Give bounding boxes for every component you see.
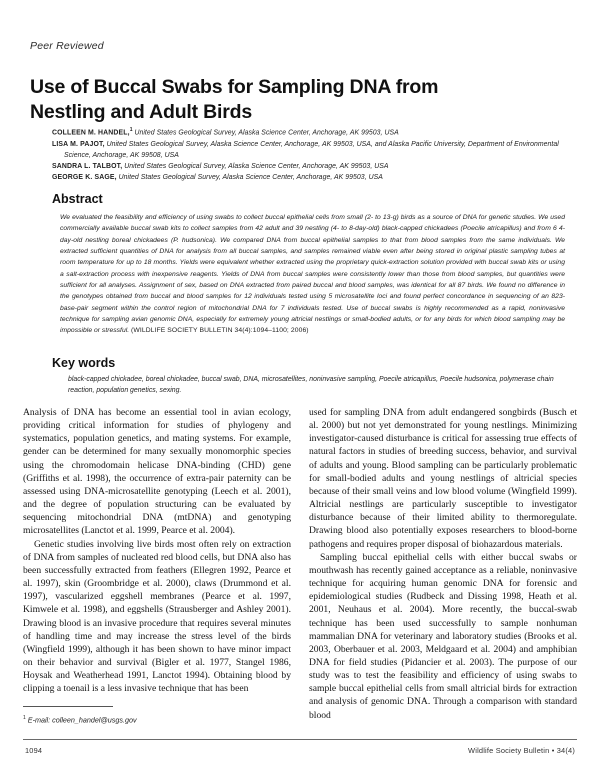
footnote-marker: 1 — [23, 715, 26, 721]
author-name: LISA M. PAJOT, — [52, 140, 105, 148]
body-column-left — [23, 406, 291, 695]
author-name: SANDRA L. TALBOT, — [52, 162, 123, 170]
footnote-text: E-mail: colleen_handel@usgs.gov — [27, 715, 137, 725]
page-title: Use of Buccal Swabs for Sampling DNA from Nestling and Adult Birds — [30, 76, 439, 124]
author-affiliation: United States Geological Survey, Alaska Science Center, Anchorage, AK 99503, USA — [134, 129, 399, 137]
paragraph: Analysis of DNA has become an essential tool in avian ecology, providing critical information for studies of phylogeny and systematics, population genetics, and mating systems. For example, gender can be determined for many sexually monomorphic species using the chromodomain helicase DNA-binding (CHD) gene (Griffiths et al. 1998), the occurrence of extra-pair paternity can be assessed using DNA-microsatellite genotyping (Leech et al. 2001), and the degree of population structuring can be evaluated by sequencing mitochondrial DNA (mtDNA) and genotyping microsatellites (Lanctot et al. 1999, Pearce et al. 2004). — [23, 407, 291, 537]
abstract-text: We evaluated the feasibility and efficiency of using swabs to collect buccal epithelial cells from small (2- to 13-g) birds as a source of DNA for genetic studies. We used commercially available buccal swab kits to collect samples from 42 adult and 39 nestling (4- to 8-day-old) black-capped chickadees (Poecile atricapillus) and from 6 4-day-old nestling boreal chickadees (P. hudsonica). We compared DNA from buccal epithelial samples to that from blood samples from the same individuals. We extracted sufficient quantities of DNA for analysis from all buccal samples, and samples remained viable even after being stored in original plastic sampling tubes at room temperature for up to 18 months. Yields were equivalent whether extracted using the proprietary quick-extraction solution provided with buccal swab kits or using a salt-extraction process with inexpensive reagents. Yields of DNA from buccal samples were consistently lower than those from blood samples, but quantities were sufficient for all analyses. Assignment of sex, based on DNA extracted from paired buccal and blood samples, was identical for all 87 birds. We found no difference in the genotypes obtained from buccal and blood samples for 12 individuals tested using 5 microsatellite loci and found perfect concordance in sequencing of an 823-base-pair segment within the control region of mitochondrial DNA for 7 individuals tested. Use of buccal swabs is highly recommended as a rapid, noninvasive technique for sampling avian genomic DNA, especially for extremely young altricial nestlings or small-bodied adults, or for any birds for which blood sampling may be impossible or stressful. — [60, 214, 565, 335]
abstract-citation: (WILDLIFE SOCIETY BULLETIN 34(4):1094–1100; 2006) — [131, 327, 309, 335]
keywords-text: black-capped chickadee, boreal chickadee, buccal swab, DNA, microsatellites, noninvasive sampling, Poecile atricapillus, Poecile hudsonica, polymerase chain reaction, population genetics, sexing. — [68, 376, 554, 394]
paragraph: Genetic studies involving live birds most often rely on extraction of DNA from samples of nucleated red blood cells, but DNA also has been successfully extracted from feathers (Ellegren 1992, Pearce et al. 1997), skin (Groombridge et al. 2000), claws (Drummond et al. 1997), vascularized eggshell membranes (Pearce et al. 1997, Kimwele et al. 1998), and eggshells (Strausberger and Ashley 2001). Drawing blood is an invasive procedure that requires several minutes of handling time and may increase the stress level of the birds (Wingfield 1999), although it has been shown to have minor impact on their behavior and survival (Bigler et al. 1977, Stangel 1986, Hoysak and Weatherhead 1991, Lanctot 1994). Obtaining blood by clipping a toenail is a less invasive technique that has been — [23, 538, 291, 695]
footnote — [23, 715, 291, 724]
paragraph: Sampling buccal epithelial cells with either buccal swabs or mouthwash has recently gained acceptance as a reliable, noninvasive technique for acquiring human genomic DNA for forensic and epidemiological studies (Rudbeck and Dissing 1998, Heath et al. 2001, Neuhaus et al. 2004). More recently, the buccal-swab technique has been used successfully to sample nonhuman mammalian DNA for veterinary and laboratory studies (Brooks et al. 2003, Oberbauer et al. 2003, Meldgaard et al. 2004) and amphibian DNA for field studies (Pidancier et al. 2003). The purpose of our study was to test the feasibility and efficiency of using swabs to sample buccal epithelial cells from small altricial birds for extraction and analysis of genomic DNA. Through a comparison with standard blood — [309, 551, 577, 721]
peer-reviewed-label: Peer Reviewed — [30, 40, 104, 52]
keywords-heading: Key words — [52, 356, 116, 370]
author-name: GEORGE K. SAGE, — [52, 174, 117, 182]
author-name: COLLEEN M. HANDEL, — [52, 129, 130, 137]
page-number: 1094 — [25, 746, 43, 755]
footnote-divider — [23, 706, 113, 707]
author-affiliation: United States Geological Survey, Alaska Science Center, Anchorage, AK 99503, USA — [124, 162, 389, 170]
abstract-heading: Abstract — [52, 192, 103, 206]
author-entry — [52, 139, 562, 161]
body-column-right — [309, 406, 577, 722]
journal-footer: Wildlife Society Bulletin • 34(4) — [468, 746, 575, 755]
author-entry — [52, 161, 562, 172]
author-list — [52, 125, 562, 183]
author-entry — [52, 172, 562, 183]
paragraph: used for sampling DNA from adult endangered songbirds (Busch et al. 2000) but not yet demonstrated for young nestlings. Minimizing investigator-caused disturbance is critical for assessing true effects of natural factors in studies of breeding success, behavior, and survival of adults and young. Blood sampling can be particularly problematic for small-bodied adults and young nestlings of altricial species because of their small veins and low blood volume (Wingfield 1999). Altricial nestlings are particularly susceptible to investigator disturbance because of their limited ability to thermoregulate. Drawing blood also potentially exposes researchers to blood-borne pathogens and requires proper disposal of biohazardous materials. — [309, 407, 577, 550]
abstract-body — [60, 212, 565, 337]
author-footnote-marker: 1 — [129, 127, 133, 133]
footer-divider — [23, 739, 577, 740]
author-entry — [52, 125, 562, 139]
author-affiliation: United States Geological Survey, Alaska Science Center, Anchorage, AK 99503, USA — [118, 174, 383, 182]
author-affiliation: United States Geological Survey, Alaska Science Center, Anchorage, AK 99503, USA, and Alaska Pacific University, Department of Environmental Science, Anchorage, AK 99508, USA — [64, 140, 559, 159]
